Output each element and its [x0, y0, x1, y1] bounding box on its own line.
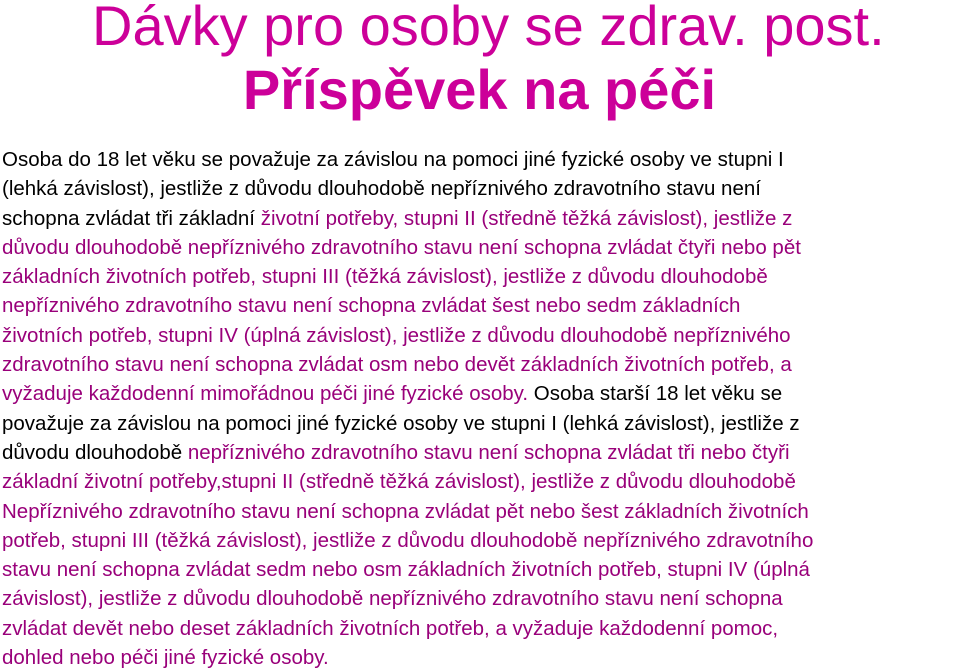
text-segment: Osoba do 18 let věku se považuje za závislou na pomoci jiné fyzické osoby ve stupni I: [2, 148, 784, 171]
text-segment-highlight: zvládat devět nebo deset základních životních potřeb, a vyžaduje každodenní pomoc,: [2, 616, 779, 640]
body-line: [2, 233, 957, 262]
text-segment-highlight: nepříznivého zdravotního stavu není schopna zvládat tři nebo čtyři: [187, 440, 790, 464]
body-text: [2, 145, 957, 672]
body-line: [2, 497, 957, 526]
text-segment-highlight: zdravotního stavu není schopna zvládat osm nebo devět základních životních potřeb, a: [2, 353, 792, 377]
text-segment: důvodu dlouhodobě: [2, 440, 188, 464]
slide-title: Dávky pro osoby se zdrav. post.: [92, 0, 885, 57]
text-segment-highlight: Nepříznivého zdravotního stavu není schopna zvládat pět nebo šest základních životních: [2, 499, 809, 523]
text-segment-highlight: životních potřeb, stupni IV (úplná závislost), jestliže z důvodu dlouhodobě nepříznivého: [2, 323, 791, 347]
body-line: [2, 350, 957, 379]
body-line: [2, 174, 957, 203]
body-line: [2, 204, 957, 233]
text-segment: Osoba starší 18 let věku se: [533, 382, 783, 406]
body-line: [2, 321, 957, 350]
text-segment-highlight: stavu není schopna zvládat sedm nebo osm základních životních potřeb, stupni IV (úplná: [2, 558, 810, 582]
body-line: [2, 379, 957, 408]
text-segment-highlight: základní životní potřeby,stupni II (středně těžká závislost), jestliže z důvodu dlouhodobě: [2, 470, 796, 494]
text-segment-highlight: potřeb, stupni III (těžká závislost), jestliže z důvodu dlouhodobě nepříznivého zdravotního: [2, 528, 814, 552]
text-segment-highlight: základních životních potřeb, stupni III (těžká závislost), jestliže z důvodu dlouhodobě: [2, 265, 768, 289]
text-segment-highlight: dohled nebo péči jiné fyzické osoby.: [2, 646, 329, 670]
text-segment-highlight: nepříznivého zdravotního stavu není schopna zvládat šest nebo sedm základních: [2, 294, 741, 318]
text-segment-highlight: vyžaduje každodenní mimořádnou péči jiné fyzické osoby.: [2, 382, 534, 406]
body-line: [2, 262, 957, 291]
text-segment-highlight: závislost), jestliže z důvodu dlouhodobě nepříznivého zdravotního stavu není schopna: [2, 587, 783, 611]
body-line: [2, 409, 957, 438]
text-segment-highlight: životní potřeby, stupni II (středně těžká závislost), jestliže z: [260, 206, 793, 230]
body-line: [2, 291, 957, 320]
text-segment: (lehká závislost), jestliže z důvodu dlouhodobě nepříznivého zdravotního stavu není: [2, 177, 761, 201]
text-segment: považuje za závislou na pomoci jiné fyzické osoby ve stupni I (lehká závislost), jestliže z: [2, 411, 800, 435]
body-line: [2, 584, 957, 613]
body-line: [2, 145, 957, 174]
body-line: [2, 438, 957, 467]
body-line: [2, 467, 957, 496]
body-line: [2, 526, 957, 555]
text-segment-highlight: důvodu dlouhodobě nepříznivého zdravotního stavu není schopna zvládat čtyři nebo pět: [2, 235, 801, 259]
text-segment: schopna zvládat tři základní: [2, 206, 261, 230]
body-line: [2, 643, 957, 672]
slide-subtitle: Příspěvek na péči: [242, 58, 717, 121]
body-line: [2, 555, 957, 584]
body-line: [2, 614, 957, 643]
